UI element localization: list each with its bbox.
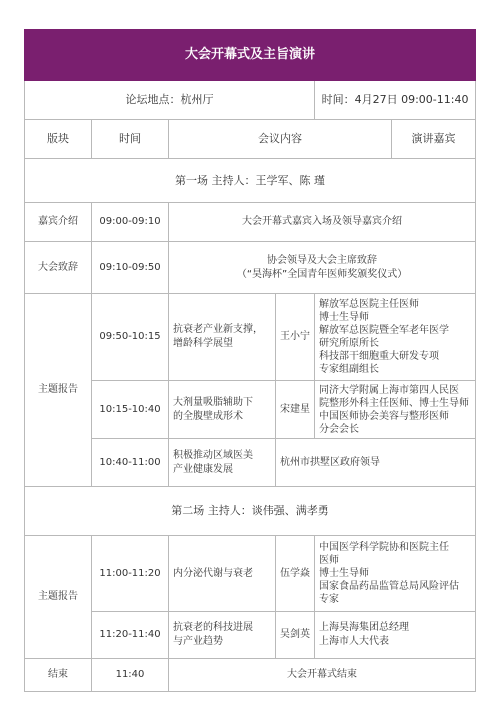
talk-topic bbox=[169, 439, 276, 487]
title-line: 上海市人大代表 bbox=[319, 636, 389, 647]
title-line: 研究所原所长 bbox=[319, 338, 379, 349]
talk-time: 09:50-10:15 bbox=[92, 294, 169, 381]
report1-block: 主题报告 bbox=[25, 294, 92, 487]
topic-line: 与产业趋势 bbox=[173, 636, 223, 647]
talk-speaker: 吴剑英 bbox=[276, 612, 315, 659]
title-line: 上海昊海集团总经理 bbox=[319, 622, 409, 633]
title-line: 分会会长 bbox=[319, 423, 359, 435]
speech-block: 大会致辞 bbox=[25, 242, 92, 294]
session1-heading: 第一场 主持人：王学军、陈 瑾 bbox=[25, 159, 476, 203]
talk-time: 10:15-10:40 bbox=[92, 381, 169, 439]
speech-line1: 协会领导及大会主席致辞 bbox=[267, 254, 378, 266]
title-line: 医师 bbox=[319, 555, 339, 566]
title-line: 解放军总医院暨全军老年医学 bbox=[319, 325, 449, 336]
topic-line: 抗衰老的科技进展 bbox=[173, 622, 253, 633]
talk-topic bbox=[169, 612, 276, 659]
closing-time: 11:40 bbox=[92, 659, 169, 692]
topic-line: 大剂量吸脂辅助下 bbox=[173, 396, 253, 408]
header-speakers: 演讲嘉宾 bbox=[392, 120, 476, 159]
speech-line2: （“昊海杯”全国青年医师奖颁奖仪式） bbox=[236, 268, 408, 280]
header-time: 时间 bbox=[92, 120, 169, 159]
speaker-titles bbox=[315, 536, 476, 612]
speaker-titles bbox=[315, 381, 476, 439]
talk-topic bbox=[169, 536, 276, 612]
venue-label: 论坛地点：杭州厅 bbox=[25, 81, 315, 120]
topic-line: 抗衰老产业新支撑， bbox=[173, 324, 263, 335]
report2-block: 主题报告 bbox=[25, 536, 92, 659]
title-line: 同济大学附属上海市第四人民医 bbox=[319, 384, 459, 396]
intro-block: 嘉宾介绍 bbox=[25, 203, 92, 242]
speech-time: 09:10-09:50 bbox=[92, 242, 169, 294]
speaker-titles bbox=[315, 294, 476, 381]
talk-time: 11:00-11:20 bbox=[92, 536, 169, 612]
topic-line: 增龄科学展望 bbox=[173, 338, 233, 349]
topic-line: 内分泌代谢与衰老 bbox=[173, 567, 253, 579]
closing-block: 结束 bbox=[25, 659, 92, 692]
talk-topic bbox=[169, 294, 276, 381]
title-line: 博士生导师 bbox=[319, 312, 369, 323]
time-label: 时间：4月27日 09:00-11:40 bbox=[315, 81, 476, 120]
talk-topic bbox=[169, 381, 276, 439]
topic-line: 的全腹壁成形术 bbox=[173, 410, 243, 422]
header-content: 会议内容 bbox=[169, 120, 392, 159]
talk-speaker: 伍学焱 bbox=[276, 536, 315, 612]
closing-content: 大会开幕式结束 bbox=[169, 659, 476, 692]
title-line: 专家 bbox=[319, 594, 339, 605]
speech-content bbox=[169, 242, 476, 294]
schedule-table bbox=[24, 29, 476, 692]
talk-speaker: 宋建星 bbox=[276, 381, 315, 439]
title-line: 科技部干细胞重大研发专项 bbox=[319, 351, 439, 362]
title-line: 解放军总医院主任医师 bbox=[319, 299, 419, 310]
page-title: 大会开幕式及主旨演讲 bbox=[25, 30, 476, 81]
title-line: 博士生导师 bbox=[319, 568, 369, 579]
talk-time: 10:40-11:00 bbox=[92, 439, 169, 487]
intro-time: 09:00-09:10 bbox=[92, 203, 169, 242]
title-line: 国家食品药品监管总局风险评估 bbox=[319, 581, 459, 592]
session2-heading: 第二场 主持人：谈伟强、满孝勇 bbox=[25, 487, 476, 536]
talk-speaker: 王小宁 bbox=[276, 294, 315, 381]
title-line: 专家组副组长 bbox=[319, 364, 379, 375]
header-block: 版块 bbox=[25, 120, 92, 159]
title-line: 中国医学科学院协和医院主任 bbox=[319, 542, 449, 553]
talk-speaker: 杭州市拱墅区政府领导 bbox=[276, 439, 476, 487]
topic-line: 产业健康发展 bbox=[173, 463, 233, 475]
talk-time: 11:20-11:40 bbox=[92, 612, 169, 659]
speaker-titles bbox=[315, 612, 476, 659]
topic-line: 积极推动区域医美 bbox=[173, 449, 253, 461]
intro-content: 大会开幕式嘉宾入场及领导嘉宾介绍 bbox=[169, 203, 476, 242]
title-line: 中国医师协会美容与整形医师 bbox=[319, 410, 449, 422]
title-line: 院整形外科主任医师、博士生导师 bbox=[319, 397, 469, 409]
